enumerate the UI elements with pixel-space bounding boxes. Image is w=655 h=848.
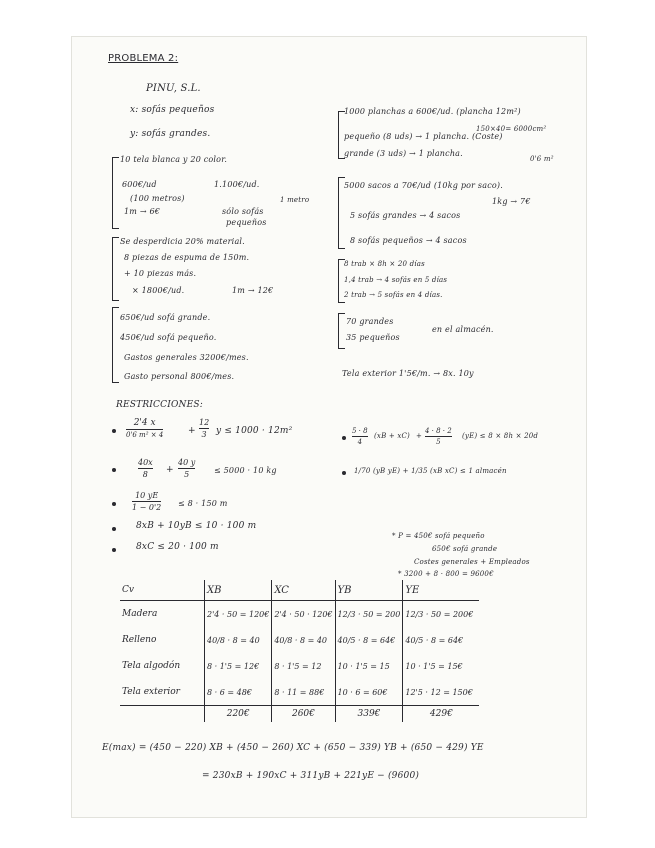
plus: + <box>416 432 423 440</box>
table-cell: 12'5 · 12 = 150€ <box>403 679 480 706</box>
note-line: 1kg → 7€ <box>492 197 531 206</box>
note-line: 1,4 trab → 4 sofás en 5 días <box>344 276 448 284</box>
note-line: 35 pequeños <box>346 333 400 342</box>
note-line: * P = 450€ sofá pequeño <box>392 532 485 540</box>
numerator: 4 · 8 · 2 <box>425 427 452 435</box>
denominator: 0'6 m² × 4 <box>126 431 164 439</box>
table-header-row <box>120 580 479 601</box>
note-line: 1m → 12€ <box>232 286 274 295</box>
constraint-rest: y ≤ 1000 · 12m² <box>216 426 293 436</box>
table-cell: Madera <box>122 609 158 619</box>
variable-y: y: sofás grandes. <box>130 129 211 139</box>
numerator: 5 · 8 <box>352 427 368 435</box>
fraction-bar <box>138 468 153 469</box>
table-cell: 40/5 · 8 = 64€ <box>335 627 403 653</box>
notebook-page <box>72 37 586 817</box>
bullet <box>112 429 116 433</box>
note-line: 5000 sacos a 70€/ud (10kg por saco). <box>344 181 503 190</box>
restricciones-heading: RESTRICCIONES: <box>116 400 203 410</box>
note-line: Se desperdicia 20% material. <box>120 237 245 246</box>
denominator: 1 − 0'2 <box>132 503 162 512</box>
note-line: Costes generales + Empleados <box>414 558 530 566</box>
table-cell: 40/8 · 8 = 40 <box>205 627 272 653</box>
objective-line: = 230xB + 190xC + 311yB + 221yE − (9600) <box>202 771 420 781</box>
page-title: PROBLEMA 2: <box>108 53 179 64</box>
note-line: 1000 planchas a 600€/ud. (plancha 12m²) <box>344 107 521 116</box>
table-cell: 12/3 · 50 = 200 <box>335 601 403 628</box>
numerator: 10 yE <box>135 491 159 500</box>
table-cell: 10 · 1'5 = 15 <box>335 653 403 679</box>
note-line: pequeños <box>226 218 267 227</box>
numerator: 2'4 x <box>133 418 156 428</box>
note-line: 450€/ud sofá pequeño. <box>120 333 217 342</box>
note-line: 1.100€/ud. <box>214 180 260 189</box>
constraint-rest: 8xC ≤ 20 · 100 m <box>136 542 219 552</box>
note-line: 1m → 6€ <box>124 207 161 216</box>
cost-table <box>120 580 479 722</box>
numerator: 40x <box>138 458 153 467</box>
table-header: XC <box>272 580 335 601</box>
table-cell: Tela exterior <box>122 687 180 697</box>
table-cell: 8 · 11 = 88€ <box>272 679 335 706</box>
numerator: 40 y <box>178 458 196 467</box>
table-cell <box>120 706 205 723</box>
plus: + <box>166 465 174 475</box>
table-total: 339€ <box>335 706 403 723</box>
fraction <box>352 427 368 446</box>
table-header: YB <box>335 580 403 601</box>
note-line: 8 piezas de espuma de 150m. <box>124 253 250 262</box>
denominator: 4 <box>357 438 363 446</box>
table-cell: 40/8 · 8 = 40 <box>272 627 335 653</box>
table-header: YE <box>403 580 480 601</box>
table-cell: 8 · 1'5 = 12 <box>272 653 335 679</box>
note-line: 0'6 m² <box>530 155 554 163</box>
brace <box>338 313 345 349</box>
fraction-bar <box>126 429 163 430</box>
tela-note: Tela exterior 1'5€/m. → 8x. 10y <box>342 369 474 378</box>
brace <box>112 157 119 229</box>
bullet <box>112 502 116 506</box>
note-line: 8 sofás pequeños → 4 sacos <box>350 236 467 245</box>
table-row <box>120 627 479 653</box>
fraction-bar <box>352 436 368 437</box>
fraction <box>199 418 209 439</box>
note-line: en el almacén. <box>432 325 494 334</box>
fraction-bar <box>199 428 209 429</box>
note-line: + 10 piezas más. <box>124 269 197 278</box>
table-cell: 10 · 6 = 60€ <box>335 679 403 706</box>
fraction <box>138 458 153 479</box>
note-line: 10 tela blanca y 20 color. <box>120 155 228 164</box>
denominator: 3 <box>201 430 207 439</box>
table-cell: 40/5 · 8 = 64€ <box>403 627 480 653</box>
note-line: 150×40= 6000cm² <box>476 125 547 133</box>
table-cell: 10 · 1'5 = 15€ <box>403 653 480 679</box>
fraction <box>126 418 163 439</box>
table-cell: 2'4 · 50 · 120€ <box>272 601 335 628</box>
bullet <box>342 471 346 475</box>
table-header: XB <box>205 580 272 601</box>
note-line: 8 trab × 8h × 20 días <box>344 260 425 268</box>
fraction-bar <box>132 501 161 502</box>
bullet <box>112 548 116 552</box>
fraction <box>425 427 452 446</box>
denominator: 5 <box>184 470 190 479</box>
constraint-mid: (xB + xC) <box>374 432 410 440</box>
variable-x: x: sofás pequeños <box>130 105 215 115</box>
note-line: × 1800€/ud. <box>132 286 185 295</box>
note-line: * 3200 + 8 · 800 = 9600€ <box>398 570 494 578</box>
note-line: sólo sofás <box>222 207 264 216</box>
note-line: grande (3 uds) → 1 plancha. <box>344 149 463 158</box>
bullet <box>342 436 346 440</box>
constraint-rest: 8xB + 10yB ≤ 10 · 100 m <box>136 521 257 531</box>
fraction-bar <box>425 436 452 437</box>
table-totals-row <box>120 706 479 723</box>
constraint-rest: ≤ 5000 · 10 kg <box>214 466 277 475</box>
constraint-rest: ≤ 8 · 150 m <box>178 499 228 508</box>
brace <box>112 237 119 301</box>
note-line: 650€/ud sofá grande. <box>120 313 211 322</box>
objective-line: E(max) = (450 − 220) XB + (450 − 260) XC + (650 − 339) YB + (650 − 429) YE <box>102 743 484 753</box>
note-line: Gasto personal 800€/mes. <box>124 372 235 381</box>
constraint-rest: 1/70 (yB yE) + 1/35 (xB xC) ≤ 1 almacén <box>354 467 507 475</box>
fraction-bar <box>178 468 195 469</box>
note-line: 2 trab → 5 sofás en 4 días. <box>344 291 443 299</box>
bullet <box>112 527 116 531</box>
note-line: (100 metros) <box>130 194 185 203</box>
table-row <box>120 679 479 706</box>
denominator: 5 <box>436 438 441 446</box>
table-cell: 12/3 · 50 = 200€ <box>403 601 480 628</box>
note-line: 70 grandes <box>346 317 394 326</box>
table-total: 429€ <box>403 706 480 723</box>
note-line: 650€ sofá grande <box>432 545 498 553</box>
note-line: 5 sofás grandes → 4 sacos <box>350 211 461 220</box>
table-header: Cv <box>120 580 205 601</box>
note-line: 600€/ud <box>122 180 157 189</box>
table-cell: 8 · 1'5 = 12€ <box>205 653 272 679</box>
numerator: 12 <box>199 418 210 427</box>
note-line: Gastos generales 3200€/mes. <box>124 353 249 362</box>
fraction <box>132 491 161 512</box>
note-line: 1 metro <box>280 196 310 204</box>
denominator: 8 <box>142 470 148 479</box>
table-cell: Tela algodón <box>122 661 181 671</box>
constraint-rest: (yE) ≤ 8 × 8h × 20d <box>462 432 539 440</box>
table-cell: Relleno <box>122 635 157 645</box>
table-cell: 2'4 · 50 = 120€ <box>205 601 272 628</box>
brace <box>112 307 119 383</box>
table-total: 260€ <box>272 706 335 723</box>
table-cell: 8 · 6 = 48€ <box>205 679 272 706</box>
bullet <box>112 468 116 472</box>
table-row <box>120 653 479 679</box>
company-name: PINU, S.L. <box>146 83 201 94</box>
plus: + <box>188 426 196 436</box>
table-row <box>120 601 479 628</box>
table-total: 220€ <box>205 706 272 723</box>
note-line: pequeño (8 uds) → 1 plancha. (Coste) <box>344 132 503 141</box>
fraction <box>178 458 195 479</box>
